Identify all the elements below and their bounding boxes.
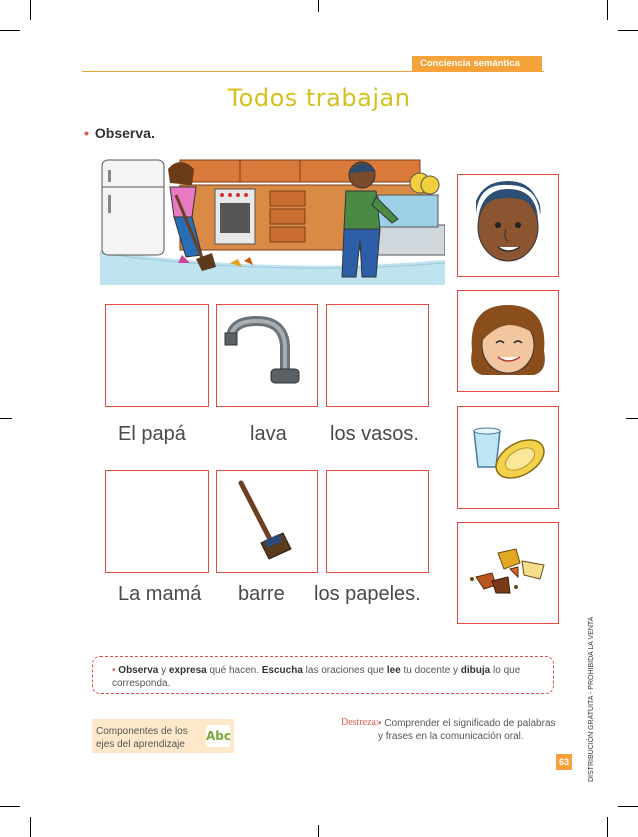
drawing-box[interactable] bbox=[326, 304, 429, 407]
picture-box-papers bbox=[457, 522, 559, 624]
keyword: dibuja bbox=[460, 665, 491, 676]
crop-mark bbox=[607, 817, 608, 837]
keyword: lee bbox=[386, 665, 401, 676]
crop-mark bbox=[618, 30, 638, 31]
picture-box-mother bbox=[457, 290, 559, 392]
crop-mark bbox=[0, 806, 20, 807]
sentence-subject: La mamá bbox=[118, 583, 202, 605]
crop-mark bbox=[318, 825, 319, 837]
components-label: Componentes de los ejes del aprendizaje bbox=[96, 726, 188, 750]
picture-box-faucet bbox=[216, 304, 318, 407]
crop-mark bbox=[0, 30, 20, 31]
crop-mark bbox=[618, 806, 638, 807]
faucet-icon bbox=[217, 305, 316, 405]
crop-mark bbox=[318, 0, 319, 12]
sentence-object: los papeles. bbox=[314, 583, 421, 605]
observa-instruction bbox=[84, 125, 155, 141]
crop-mark bbox=[0, 418, 12, 419]
crop-mark bbox=[626, 418, 638, 419]
text: qué hacen. bbox=[206, 665, 262, 676]
crop-mark bbox=[30, 0, 31, 20]
sentence-verb: lava bbox=[250, 423, 287, 445]
bullet: • bbox=[378, 718, 382, 729]
text: tu docente y bbox=[400, 665, 461, 676]
sentence-subject: El papá bbox=[118, 423, 186, 445]
bullet: • bbox=[84, 125, 89, 141]
keyword: Observa bbox=[118, 665, 159, 676]
mother-face-icon bbox=[458, 291, 557, 390]
side-note: DISTRIBUCIÓN GRATUITA - PROHIBIDA LA VENTA bbox=[588, 616, 595, 782]
instruction-text bbox=[112, 664, 532, 690]
text: las oraciones que bbox=[302, 665, 387, 676]
abc-badge-icon: Abc bbox=[206, 725, 230, 747]
picture-box-dishes bbox=[457, 406, 559, 509]
keyword: Escucha bbox=[261, 665, 303, 676]
glass-and-plate-icon bbox=[458, 407, 557, 507]
page-title: Todos trabajan bbox=[227, 84, 411, 112]
crop-mark bbox=[607, 0, 608, 20]
bullet: • bbox=[112, 665, 116, 676]
destreza-label: Destreza: bbox=[341, 717, 379, 728]
crop-mark bbox=[30, 817, 31, 837]
sentence-verb: barre bbox=[238, 583, 285, 605]
drawing-box[interactable] bbox=[105, 304, 209, 407]
picture-box-father bbox=[457, 174, 559, 277]
kitchen-scene bbox=[100, 155, 445, 285]
section-tag: Conciencia semántica bbox=[412, 56, 542, 71]
header-rule bbox=[82, 71, 544, 72]
drawing-box[interactable] bbox=[105, 470, 209, 573]
papers-trash-icon bbox=[458, 523, 557, 622]
destreza-description: Comprender el significado de palabras y frases en la comunicación oral. bbox=[378, 718, 556, 742]
components-panel bbox=[92, 719, 234, 753]
destreza-text bbox=[378, 717, 558, 743]
text: lo que corresponda. bbox=[112, 665, 521, 689]
drawing-box[interactable] bbox=[326, 470, 429, 573]
page-number: 63 bbox=[556, 754, 572, 770]
text: y bbox=[158, 665, 169, 676]
observa-period: . bbox=[150, 125, 155, 141]
father-face-icon bbox=[458, 175, 557, 275]
broom-icon bbox=[217, 471, 316, 571]
keyword: expresa bbox=[168, 665, 207, 676]
observa-label: Observa bbox=[94, 125, 151, 141]
picture-box-broom bbox=[216, 470, 318, 573]
sentence-object: los vasos. bbox=[330, 423, 419, 445]
